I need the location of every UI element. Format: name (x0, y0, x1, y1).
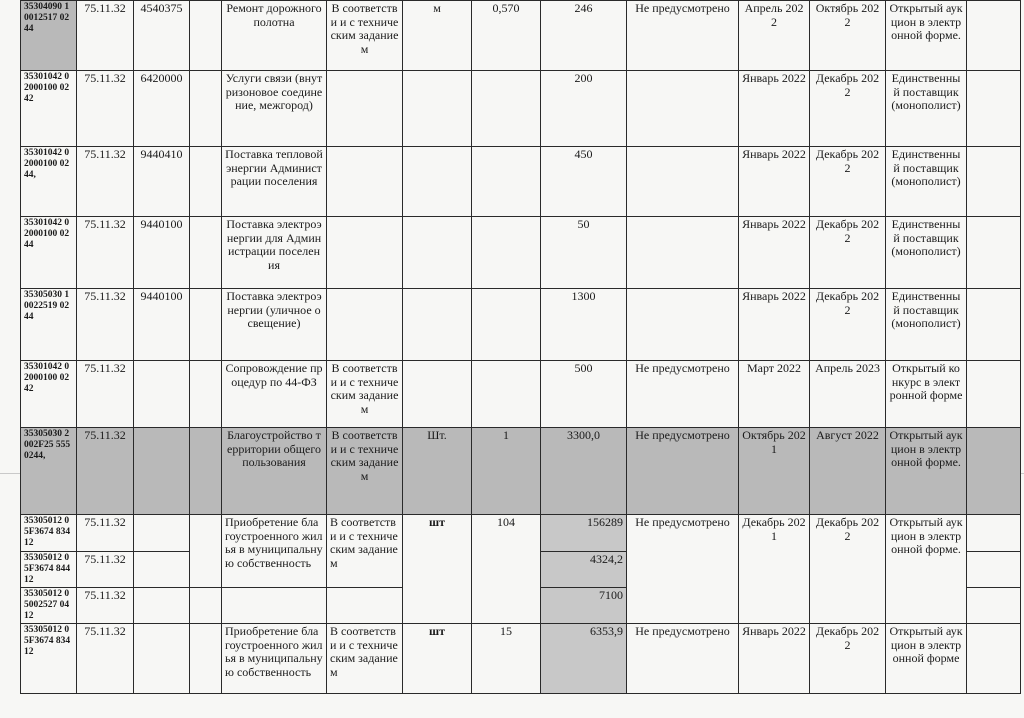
start-date-cell: Апрель 2022 (739, 1, 810, 71)
quantity-cell (472, 361, 541, 428)
quantity-cell (472, 289, 541, 361)
procurement-method-cell: Единственный поставщик (монополист) (886, 71, 967, 147)
okdp-cell: 6420000 (134, 71, 190, 147)
okved-cell: 75.11.32 (77, 515, 134, 552)
table-row (21, 515, 1021, 552)
blank-cell (190, 147, 222, 217)
blank-cell (967, 552, 1021, 588)
budget-code-cell: 35301042 02000100 0242 (21, 361, 77, 428)
blank-cell (967, 624, 1021, 694)
start-date-cell: Январь 2022 (739, 624, 810, 694)
procurement-schedule-table (20, 0, 1021, 694)
object-cell: Благоустройство территории общего пользования (222, 428, 327, 515)
procurement-method-cell: Единственный поставщик (монополист) (886, 289, 967, 361)
requirements-cell: В соответстви и с техническим заданием (327, 624, 403, 694)
budget-code-cell: 35305030 2002F25 5550244, (21, 428, 77, 515)
blank-cell (967, 289, 1021, 361)
end-date-cell: Декабрь 2022 (810, 624, 886, 694)
unit-cell: шт (403, 624, 472, 694)
start-date-cell: Январь 2022 (739, 217, 810, 289)
table-row (21, 624, 1021, 694)
amount-cell: 200 (541, 71, 627, 147)
okved-cell: 75.11.32 (77, 289, 134, 361)
requirements-cell: В соответстви и с техническим заданием (327, 361, 403, 428)
procurement-method-cell: Открытый аукцион в электронной форме (886, 624, 967, 694)
budget-code-cell: 35305012 05002527 0412 (21, 588, 77, 624)
quantity-cell: 0,570 (472, 1, 541, 71)
okdp-cell (134, 361, 190, 428)
requirements-cell-empty (327, 588, 403, 624)
okdp-cell (134, 428, 190, 515)
start-date-cell: Декабрь 2021 (739, 515, 810, 624)
procurement-method-cell: Открытый аукцион в электронной форме. (886, 1, 967, 71)
blank-cell (967, 147, 1021, 217)
blank-cell (967, 515, 1021, 552)
start-date-cell: Январь 2022 (739, 71, 810, 147)
table-row (21, 361, 1021, 428)
end-date-cell: Декабрь 2022 (810, 515, 886, 624)
blank-cell (967, 361, 1021, 428)
object-cell-empty (222, 588, 327, 624)
requirements-cell (327, 289, 403, 361)
blank-cell (190, 289, 222, 361)
amount-cell: 450 (541, 147, 627, 217)
object-cell: Ремонт дорожного полотна (222, 1, 327, 71)
procurement-method-cell: Единственный поставщик (монополист) (886, 147, 967, 217)
budget-code-cell: 35305012 05F3674 83412 (21, 515, 77, 552)
procurement-method-cell: Открытый конкурс в электронной форме (886, 361, 967, 428)
requirements-cell: В соответстви и с техническим заданием (327, 1, 403, 71)
budget-code-cell: 35301042 02000100 0244 (21, 217, 77, 289)
preference-cell: Не предусмотрено (627, 1, 739, 71)
okdp-cell: 9440410 (134, 147, 190, 217)
procurement-method-cell: Открытый аукцион в электронной форме. (886, 515, 967, 624)
amount-cell: 246 (541, 1, 627, 71)
okved-cell: 75.11.32 (77, 217, 134, 289)
requirements-cell (327, 217, 403, 289)
amount-cell: 6353,9 (541, 624, 627, 694)
quantity-cell: 1 (472, 428, 541, 515)
amount-cell: 500 (541, 361, 627, 428)
okved-cell: 75.11.32 (77, 428, 134, 515)
okved-cell: 75.11.32 (77, 71, 134, 147)
table-row (21, 289, 1021, 361)
end-date-cell: Август 2022 (810, 428, 886, 515)
object-cell: Поставка тепловой энергии Администрации поселения (222, 147, 327, 217)
preference-cell: Не предусмотрено (627, 624, 739, 694)
start-date-cell: Октябрь 2021 (739, 428, 810, 515)
end-date-cell: Декабрь 2022 (810, 147, 886, 217)
quantity-cell (472, 71, 541, 147)
preference-cell: Не предусмотрено (627, 428, 739, 515)
okved-cell: 75.11.32 (77, 624, 134, 694)
requirements-cell (327, 147, 403, 217)
end-date-cell: Декабрь 2022 (810, 217, 886, 289)
quantity-cell: 15 (472, 624, 541, 694)
amount-cell: 4324,2 (541, 552, 627, 588)
blank-cell (967, 428, 1021, 515)
object-cell: Поставка электроэнергии (уличное освещение) (222, 289, 327, 361)
okdp-cell (134, 552, 190, 588)
end-date-cell: Октябрь 2022 (810, 1, 886, 71)
end-date-cell: Декабрь 2022 (810, 71, 886, 147)
requirements-cell (327, 71, 403, 147)
okdp-cell (134, 588, 190, 624)
okved-cell: 75.11.32 (77, 147, 134, 217)
requirements-cell: В соответстви и с техническим заданием (327, 428, 403, 515)
amount-cell: 1300 (541, 289, 627, 361)
preference-cell (627, 147, 739, 217)
okdp-cell: 9440100 (134, 217, 190, 289)
table-row (21, 1, 1021, 71)
quantity-cell (472, 147, 541, 217)
amount-cell: 3300,0 (541, 428, 627, 515)
preference-cell: Не предусмотрено (627, 361, 739, 428)
unit-cell: м (403, 1, 472, 71)
blank-cell (190, 361, 222, 428)
unit-cell (403, 71, 472, 147)
okved-cell: 75.11.32 (77, 552, 134, 588)
budget-code-cell: 35301042 02000100 0242 (21, 71, 77, 147)
blank-cell (190, 624, 222, 694)
okdp-cell (134, 624, 190, 694)
preference-cell (627, 71, 739, 147)
table-row (21, 147, 1021, 217)
end-date-cell: Апрель 2023 (810, 361, 886, 428)
end-date-cell: Декабрь 2022 (810, 289, 886, 361)
unit-cell (403, 361, 472, 428)
unit-cell (403, 217, 472, 289)
blank-cell (967, 588, 1021, 624)
blank-cell (190, 515, 222, 588)
start-date-cell: Январь 2022 (739, 147, 810, 217)
preference-cell (627, 217, 739, 289)
budget-code-cell: 35305030 10022519 0244 (21, 289, 77, 361)
requirements-cell: В соответстви и с техническим заданием (327, 515, 403, 588)
budget-code-cell: 35301042 02000100 0244, (21, 147, 77, 217)
table-row (21, 71, 1021, 147)
okdp-cell (134, 515, 190, 552)
unit-cell (403, 289, 472, 361)
procurement-method-cell: Единственный поставщик (монополист) (886, 217, 967, 289)
blank-cell (967, 71, 1021, 147)
blank-cell (190, 588, 222, 624)
object-cell: Поставка электроэнергии для Администрации поселения (222, 217, 327, 289)
object-cell: Приобретение благоустроенного жилья в муниципальную собственность (222, 624, 327, 694)
object-cell: Услуги связи (внутризоновое соединение, межгород) (222, 71, 327, 147)
blank-cell (190, 428, 222, 515)
blank-cell (967, 217, 1021, 289)
okdp-cell: 4540375 (134, 1, 190, 71)
object-cell: Приобретение благоустроенного жилья в муниципальную собственность (222, 515, 327, 588)
quantity-cell: 104 (472, 515, 541, 624)
procurement-method-cell: Открытый аукцион в электронной форме. (886, 428, 967, 515)
amount-cell: 156289 (541, 515, 627, 552)
unit-cell: Шт. (403, 428, 472, 515)
unit-cell: шт (403, 515, 472, 624)
okved-cell: 75.11.32 (77, 588, 134, 624)
unit-cell (403, 147, 472, 217)
quantity-cell (472, 217, 541, 289)
okved-cell: 75.11.32 (77, 1, 134, 71)
blank-cell (967, 1, 1021, 71)
start-date-cell: Январь 2022 (739, 289, 810, 361)
budget-code-cell: 35304090 10012517 0244 (21, 1, 77, 71)
preference-cell (627, 289, 739, 361)
blank-cell (190, 217, 222, 289)
blank-cell (190, 71, 222, 147)
preference-cell: Не предусмотрено (627, 515, 739, 624)
amount-cell: 50 (541, 217, 627, 289)
budget-code-cell: 35305012 05F3674 84412 (21, 552, 77, 588)
amount-cell: 7100 (541, 588, 627, 624)
start-date-cell: Март 2022 (739, 361, 810, 428)
table-row (21, 217, 1021, 289)
okdp-cell: 9440100 (134, 289, 190, 361)
blank-cell (190, 1, 222, 71)
budget-code-cell: 35305012 05F3674 83412 (21, 624, 77, 694)
okved-cell: 75.11.32 (77, 361, 134, 428)
object-cell: Сопровождение процедур по 44-ФЗ (222, 361, 327, 428)
table-row (21, 428, 1021, 515)
